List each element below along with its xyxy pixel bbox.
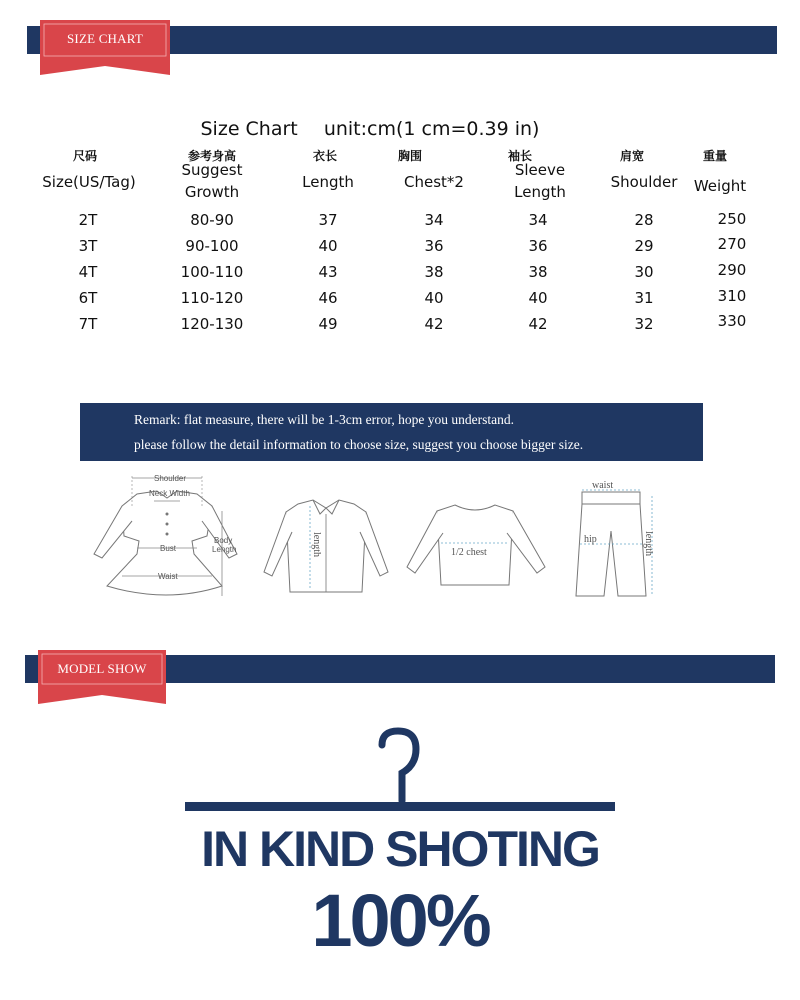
shirt-icon [258,492,398,602]
table-cell: 90-100 [185,237,239,255]
table-cell: 42 [424,315,444,333]
pants-diagram [568,476,668,606]
table-cell: 36 [424,237,444,255]
table-cell: 250 [717,210,747,228]
shirt-length-label: length [311,532,322,557]
table-cell: 80-90 [190,211,234,229]
pants-waist-label: waist [592,480,614,491]
dress-neck-label: Neck Width [149,489,190,498]
remark-line-2: please follow the detail information to choose size, suggest you choose bigger size. [134,437,584,452]
slogan-line-1: IN KIND SHOTING [201,821,599,877]
table-cell: 6T [78,289,98,307]
header-cn-sleeve: 袖长 [507,149,532,163]
table-cell: 29 [634,237,654,255]
header-shoulder: Shoulder [610,173,678,191]
table-cell: 2T [78,211,98,229]
size-chart-ribbon-label: SIZE CHART [67,31,143,46]
dress-waist-label: Waist [158,572,178,581]
table-cell: 7T [78,315,98,333]
table-cell: 120-130 [180,315,244,333]
table-cell: 310 [717,287,747,305]
table-cell: 31 [634,289,654,307]
header-cn-weight: 重量 [702,149,727,163]
table-cell: 3T [78,237,98,255]
sweater-chest-label: 1/2 chest [451,547,487,558]
header-suggest-growth: Suggest Growth [181,161,243,201]
pants-length-label: length [643,531,654,556]
table-cell: 40 [528,289,548,307]
header-cn-chest: 胸围 [397,149,422,163]
dress-icon [82,466,252,614]
size-chart-title-row [0,118,740,140]
table-cell: 30 [634,263,654,281]
header-cn-size: 尺码 [72,149,97,163]
pants-icon [568,476,668,606]
table-cell: 40 [424,289,444,307]
shirt-diagram [258,492,398,602]
ribbon-shape [40,20,170,75]
header-cn-height: 参考身高 [187,149,236,163]
header-cn-shoulder: 肩宽 [619,149,644,163]
table-cell: 270 [717,235,747,253]
header-sleeve-length: Sleeve Length [514,161,566,201]
table-cell: 40 [318,237,338,255]
table-cell: 38 [424,263,444,281]
table-cell: 38 [528,263,548,281]
header-size: Size(US/Tag) [42,173,136,191]
sweater-icon [403,497,553,597]
unit-note: unit:cm(1 cm=0.39 in) [323,118,540,140]
sweater-diagram [403,497,553,597]
table-cell: 4T [78,263,98,281]
dress-bust-label: Bust [160,544,177,553]
table-cell: 37 [318,211,338,229]
model-show-ribbon [38,650,166,704]
table-cell: 46 [318,289,338,307]
header-chest: Chest*2 [404,173,464,191]
table-cell: 290 [717,261,747,279]
table-cell: 34 [424,211,444,229]
remark-box [80,403,703,461]
dress-body-label: Body [214,536,233,545]
table-cell: 28 [634,211,654,229]
table-cell: 36 [528,237,548,255]
table-cell: 32 [634,315,654,333]
remark-line-1: Remark: flat measure, there will be 1-3cm error, hope you understand. [134,412,514,427]
size-chart-title: Size Chart [200,118,298,140]
size-chart-ribbon [40,20,170,75]
table-cell: 34 [528,211,548,229]
dress-length-label: Length [212,545,237,554]
header-weight: Weight [693,177,747,195]
header-length: Length [302,173,354,191]
table-cell: 110-120 [180,289,244,307]
table-cell: 49 [318,315,338,333]
table-cell: 42 [528,315,548,333]
table-cell: 100-110 [180,263,244,281]
table-cell: 330 [717,312,747,330]
ribbon-shape [38,650,166,704]
table-cell: 43 [318,263,338,281]
header-cn-length: 衣长 [312,149,337,163]
slogan-line-2: 100% [311,879,489,962]
dress-shoulder-label: Shoulder [154,474,187,483]
hanger-icon [180,725,620,820]
model-show-ribbon-label: MODEL SHOW [57,661,147,676]
pants-hip-label: hip [584,534,597,545]
dress-diagram [82,466,252,614]
